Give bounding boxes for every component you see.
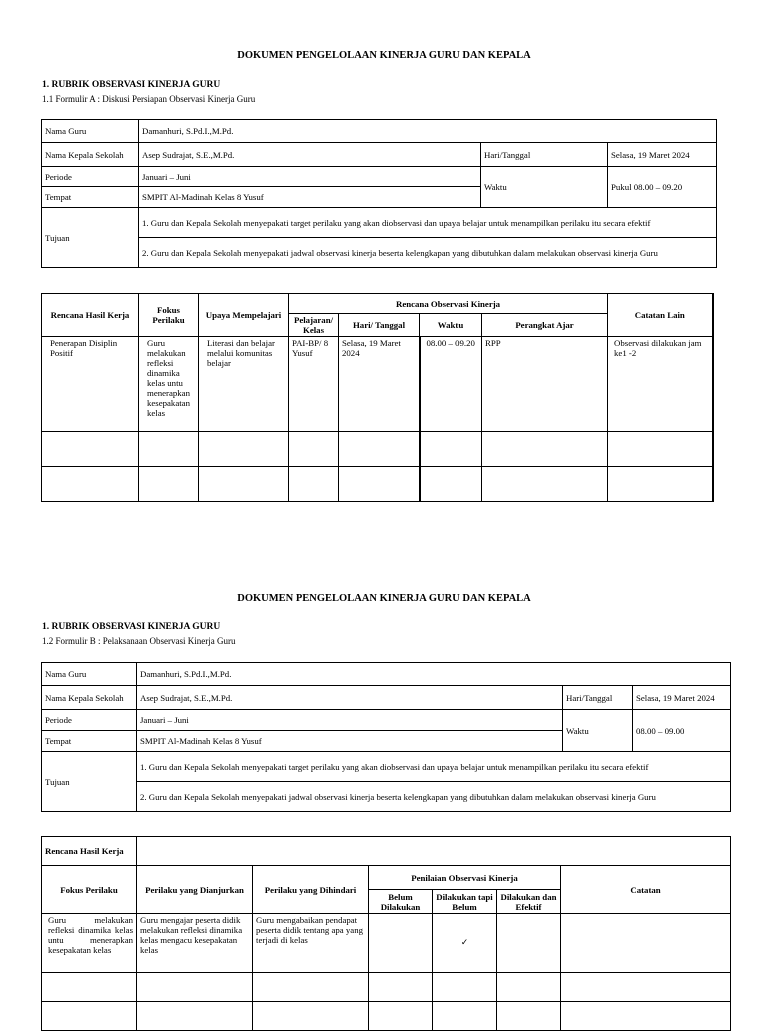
cell-fokus-b: Guru melakukan refleksi dinamika kelas untu menerapkan kesepakatan kelas xyxy=(42,914,137,973)
label-tempat-b: Tempat xyxy=(42,731,137,752)
label-nama-guru: Nama Guru xyxy=(42,120,139,143)
table-row xyxy=(42,467,713,502)
header-rencana-observasi: Rencana Observasi Kinerja xyxy=(289,294,608,314)
value-kepala-sekolah-b: Asep Sudrajat, S.E.,M.Pd. xyxy=(137,686,563,710)
cell-pelajaran: PAI-BP/ 8 Yusuf xyxy=(289,337,339,432)
form-b-subtitle: 1.2 Formulir B : Pelaksanaan Observasi Kinerja Guru xyxy=(42,636,236,646)
cell-rencana-hasil-kerja-b xyxy=(137,837,731,866)
header-fokus-perilaku: Fokus Perilaku xyxy=(139,294,199,337)
check-icon: ✓ xyxy=(433,914,497,973)
header-pelajaran-kelas: Pelajaran/ Kelas xyxy=(289,314,339,337)
label-nama-guru-b: Nama Guru xyxy=(42,663,137,686)
value-tujuan-1-b: 1. Guru dan Kepala Sekolah menyepakati target perilaku yang akan diobservasi dan upaya belajar untuk menampilkan perilaku itu secara efektif xyxy=(137,752,731,782)
form-a-plan-table xyxy=(41,293,714,502)
value-periode: Januari – Juni xyxy=(139,167,481,187)
cell-upaya: Literasi dan belajar melalui komunitas belajar xyxy=(199,337,289,432)
label-waktu: Waktu xyxy=(481,167,608,208)
header-upaya-mempelajari: Upaya Mempelajari xyxy=(199,294,289,337)
header-perangkat-ajar: Perangkat Ajar xyxy=(482,314,608,337)
label-kepala-sekolah-b: Nama Kepala Sekolah xyxy=(42,686,137,710)
header-hari-tanggal: Hari/ Tanggal xyxy=(339,314,420,337)
value-tempat: SMPIT Al-Madinah Kelas 8 Yusuf xyxy=(139,187,481,208)
value-tempat-b: SMPIT Al-Madinah Kelas 8 Yusuf xyxy=(137,731,563,752)
form-a-subtitle: 1.1 Formulir A : Diskusi Persiapan Observasi Kinerja Guru xyxy=(42,94,256,104)
page-title-b: DOKUMEN PENGELOLAAN KINERJA GURU DAN KEPALA xyxy=(237,593,531,604)
label-waktu-b: Waktu xyxy=(563,710,633,752)
header-perilaku-dianjurkan: Perilaku yang Dianjurkan xyxy=(137,866,253,914)
cell-catatan-b xyxy=(561,914,731,973)
value-hari-tanggal-b: Selasa, 19 Maret 2024 xyxy=(633,686,731,710)
value-tujuan-2: 2. Guru dan Kepala Sekolah menyepakati jadwal observasi kinerja beserta kelengkapan yang dibutuhkan dalam melakukan observasi kinerja Guru xyxy=(139,238,717,268)
table-row xyxy=(42,1002,731,1031)
header-penilaian-observasi: Penilaian Observasi Kinerja xyxy=(369,866,561,890)
page-title-a: DOKUMEN PENGELOLAAN KINERJA GURU DAN KEPALA xyxy=(237,50,531,61)
cell-perangkat: RPP xyxy=(482,337,608,432)
header-belum-dilakukan: Belum Dilakukan xyxy=(369,890,433,914)
header-catatan-lain: Catatan Lain xyxy=(608,294,713,337)
label-periode: Periode xyxy=(42,167,139,187)
value-nama-guru: Damanhuri, S.Pd.I.,M.Pd. xyxy=(139,120,717,143)
value-hari-tanggal: Selasa, 19 Maret 2024 xyxy=(608,143,717,167)
form-a-info-table xyxy=(41,119,717,268)
value-waktu-b: 08.00 – 09.00 xyxy=(633,710,731,752)
header-waktu: Waktu xyxy=(420,314,482,337)
value-kepala-sekolah: Asep Sudrajat, S.E.,M.Pd. xyxy=(139,143,481,167)
label-tujuan-b: Tujuan xyxy=(42,752,137,812)
cell-dianjurkan: Guru mengajar peserta didik melakukan refleksi dinamika kelas mengacu kesepakatan kelas xyxy=(137,914,253,973)
cell-hari: Selasa, 19 Maret 2024 xyxy=(339,337,420,432)
cell-dilakukan-efektif xyxy=(497,914,561,973)
cell-catatan: Observasi dilakukan jam ke1 -2 xyxy=(608,337,713,432)
label-hari-tanggal: Hari/Tanggal xyxy=(481,143,608,167)
form-b-info-table xyxy=(41,662,731,812)
table-row xyxy=(42,432,713,467)
header-perilaku-dihindari: Perilaku yang Dihindari xyxy=(253,866,369,914)
value-waktu: Pukul 08.00 – 09.20 xyxy=(608,167,717,208)
value-nama-guru-b: Damanhuri, S.Pd.I.,M.Pd. xyxy=(137,663,731,686)
label-periode-b: Periode xyxy=(42,710,137,731)
label-hari-tanggal-b: Hari/Tanggal xyxy=(563,686,633,710)
header-rencana-hasil-kerja: Rencana Hasil Kerja xyxy=(42,294,139,337)
cell-belum-dilakukan xyxy=(369,914,433,973)
header-fokus-perilaku-b: Fokus Perilaku xyxy=(42,866,137,914)
header-catatan: Catatan xyxy=(561,866,731,914)
header-rencana-hasil-kerja-b: Rencana Hasil Kerja xyxy=(42,837,137,866)
section-title-a: 1. RUBRIK OBSERVASI KINERJA GURU xyxy=(42,80,221,90)
label-kepala-sekolah: Nama Kepala Sekolah xyxy=(42,143,139,167)
header-dilakukan-tapi-belum: Dilakukan tapi Belum xyxy=(433,890,497,914)
table-row xyxy=(42,973,731,1002)
form-b-observation-table xyxy=(41,836,731,1031)
label-tempat: Tempat xyxy=(42,187,139,208)
cell-waktu: 08.00 – 09.20 xyxy=(420,337,482,432)
cell-rencana: Penerapan Disiplin Positif xyxy=(42,337,139,432)
cell-fokus: Guru melakukan refleksi dinamika kelas untu menerapkan kesepakatan kelas xyxy=(139,337,199,432)
label-tujuan: Tujuan xyxy=(42,208,139,268)
cell-dihindari: Guru mengabaikan pendapat peserta didik tentang apa yang terjadi di kelas xyxy=(253,914,369,973)
value-tujuan-1: 1. Guru dan Kepala Sekolah menyepakati target perilaku yang akan diobservasi dan upaya belajar untuk menampilkan perilaku itu secara efektif xyxy=(139,208,717,238)
header-dilakukan-efektif: Dilakukan dan Efektif xyxy=(497,890,561,914)
value-tujuan-2-b: 2. Guru dan Kepala Sekolah menyepakati jadwal observasi kinerja beserta kelengkapan yang dibutuhkan dalam melakukan observasi kinerja Guru xyxy=(137,782,731,812)
value-periode-b: Januari – Juni xyxy=(137,710,563,731)
section-title-b: 1. RUBRIK OBSERVASI KINERJA GURU xyxy=(42,622,221,632)
